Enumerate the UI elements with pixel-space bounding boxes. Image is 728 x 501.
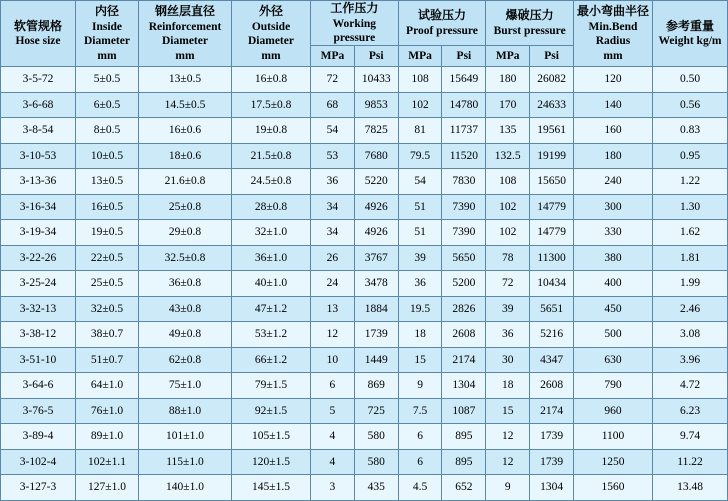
cell-weight: 4.72 bbox=[653, 373, 728, 399]
cell-working-mpa: 6 bbox=[311, 373, 355, 399]
cell-inside-diameter: 5±0.5 bbox=[76, 67, 139, 93]
table-row bbox=[1, 118, 728, 144]
cell-proof-mpa: 39 bbox=[398, 245, 442, 271]
cell-outside-diameter: 24.5±0.8 bbox=[232, 169, 311, 195]
cell-proof-mpa: 81 bbox=[398, 118, 442, 144]
cell-working-psi: 3767 bbox=[354, 245, 398, 271]
cell-outside-diameter: 17.5±0.8 bbox=[232, 92, 311, 118]
cell-outside-diameter: 19±0.8 bbox=[232, 118, 311, 144]
header-inside-diameter-cn: 内径 bbox=[94, 4, 119, 19]
cell-weight: 1.99 bbox=[653, 271, 728, 297]
cell-burst-psi: 14779 bbox=[530, 194, 574, 220]
cell-weight: 1.81 bbox=[653, 245, 728, 271]
cell-working-psi: 3478 bbox=[354, 271, 398, 297]
cell-proof-psi: 895 bbox=[442, 424, 486, 450]
cell-proof-mpa: 19.5 bbox=[398, 296, 442, 322]
cell-reinforcement-diameter: 140±1.0 bbox=[139, 475, 232, 501]
cell-inside-diameter: 13±0.5 bbox=[76, 169, 139, 195]
cell-min-bend-radius: 630 bbox=[574, 347, 653, 373]
cell-min-bend-radius: 1250 bbox=[574, 449, 653, 475]
header-outside-diameter-cn: 外径 bbox=[258, 4, 283, 19]
header-working-pressure-en: Working pressure bbox=[332, 17, 377, 44]
header-min-bend-radius-cn: 最小弯曲半径 bbox=[576, 4, 649, 19]
header-burst-pressure-cn: 爆破压力 bbox=[505, 8, 554, 23]
cell-reinforcement-diameter: 88±1.0 bbox=[139, 398, 232, 424]
cell-working-mpa: 4 bbox=[311, 424, 355, 450]
cell-min-bend-radius: 160 bbox=[574, 118, 653, 144]
cell-burst-psi: 19561 bbox=[530, 118, 574, 144]
cell-min-bend-radius: 330 bbox=[574, 220, 653, 246]
cell-reinforcement-diameter: 49±0.8 bbox=[139, 322, 232, 348]
cell-burst-mpa: 9 bbox=[486, 475, 530, 501]
cell-proof-mpa: 79.5 bbox=[398, 143, 442, 169]
cell-hose-size: 3-76-5 bbox=[1, 398, 76, 424]
cell-working-mpa: 68 bbox=[311, 92, 355, 118]
cell-hose-size: 3-89-4 bbox=[1, 424, 76, 450]
cell-burst-mpa: 135 bbox=[486, 118, 530, 144]
header-proof-mpa: MPa bbox=[398, 46, 442, 67]
cell-proof-mpa: 102 bbox=[398, 92, 442, 118]
cell-outside-diameter: 16±0.8 bbox=[232, 67, 311, 93]
cell-hose-size: 3-10-53 bbox=[1, 143, 76, 169]
cell-min-bend-radius: 1560 bbox=[574, 475, 653, 501]
cell-min-bend-radius: 240 bbox=[574, 169, 653, 195]
cell-proof-mpa: 6 bbox=[398, 449, 442, 475]
cell-outside-diameter: 105±1.5 bbox=[232, 424, 311, 450]
cell-burst-mpa: 18 bbox=[486, 373, 530, 399]
table-row bbox=[1, 347, 728, 373]
header-inside-diameter-en: Inside Diameter bbox=[84, 20, 130, 48]
cell-hose-size: 3-127-3 bbox=[1, 475, 76, 501]
cell-proof-mpa: 15 bbox=[398, 347, 442, 373]
cell-burst-mpa: 12 bbox=[486, 449, 530, 475]
header-hose-size-cn: 软管规格 bbox=[13, 18, 62, 33]
cell-working-psi: 4926 bbox=[354, 220, 398, 246]
header-hose-size bbox=[1, 1, 76, 67]
table-row bbox=[1, 67, 728, 93]
cell-working-mpa: 4 bbox=[311, 449, 355, 475]
cell-burst-psi: 2174 bbox=[530, 398, 574, 424]
cell-burst-psi: 4347 bbox=[530, 347, 574, 373]
cell-weight: 9.74 bbox=[653, 424, 728, 450]
cell-working-psi: 7825 bbox=[354, 118, 398, 144]
cell-burst-mpa: 170 bbox=[486, 92, 530, 118]
cell-burst-psi: 24633 bbox=[530, 92, 574, 118]
cell-burst-mpa: 102 bbox=[486, 220, 530, 246]
cell-reinforcement-diameter: 21.6±0.8 bbox=[139, 169, 232, 195]
cell-outside-diameter: 28±0.8 bbox=[232, 194, 311, 220]
cell-proof-mpa: 108 bbox=[398, 67, 442, 93]
cell-weight: 13.48 bbox=[653, 475, 728, 501]
cell-reinforcement-diameter: 32.5±0.8 bbox=[139, 245, 232, 271]
cell-hose-size: 3-16-34 bbox=[1, 194, 76, 220]
cell-hose-size: 3-19-34 bbox=[1, 220, 76, 246]
header-hose-size-en: Hose size bbox=[15, 35, 61, 48]
cell-proof-psi: 5200 bbox=[442, 271, 486, 297]
cell-proof-psi: 1087 bbox=[442, 398, 486, 424]
cell-min-bend-radius: 960 bbox=[574, 398, 653, 424]
cell-working-psi: 725 bbox=[354, 398, 398, 424]
header-burst-mpa: MPa bbox=[486, 46, 530, 67]
cell-working-mpa: 3 bbox=[311, 475, 355, 501]
cell-working-psi: 580 bbox=[354, 449, 398, 475]
cell-burst-psi: 1739 bbox=[530, 449, 574, 475]
header-burst-pressure bbox=[486, 1, 574, 46]
header-reinforcement-diameter bbox=[139, 1, 232, 67]
header-inside-diameter bbox=[76, 1, 139, 67]
cell-burst-psi: 1739 bbox=[530, 424, 574, 450]
header-working-pressure bbox=[311, 1, 399, 46]
cell-proof-mpa: 51 bbox=[398, 194, 442, 220]
table-row bbox=[1, 398, 728, 424]
header-proof-psi: Psi bbox=[442, 46, 486, 67]
cell-proof-mpa: 7.5 bbox=[398, 398, 442, 424]
cell-outside-diameter: 92±1.5 bbox=[232, 398, 311, 424]
cell-reinforcement-diameter: 13±0.5 bbox=[139, 67, 232, 93]
table-row bbox=[1, 143, 728, 169]
table-row bbox=[1, 373, 728, 399]
cell-proof-psi: 11520 bbox=[442, 143, 486, 169]
cell-inside-diameter: 76±1.0 bbox=[76, 398, 139, 424]
cell-burst-mpa: 39 bbox=[486, 296, 530, 322]
header-reinforcement-diameter-cn: 钢丝层直径 bbox=[154, 4, 215, 19]
cell-burst-psi: 2608 bbox=[530, 373, 574, 399]
cell-inside-diameter: 19±0.5 bbox=[76, 220, 139, 246]
header-weight bbox=[653, 1, 728, 67]
cell-burst-mpa: 12 bbox=[486, 424, 530, 450]
header-weight-en: Weight kg/m bbox=[658, 35, 722, 48]
cell-weight: 11.22 bbox=[653, 449, 728, 475]
cell-inside-diameter: 89±1.0 bbox=[76, 424, 139, 450]
cell-weight: 6.23 bbox=[653, 398, 728, 424]
cell-inside-diameter: 25±0.5 bbox=[76, 271, 139, 297]
header-proof-pressure-en: Proof pressure bbox=[406, 24, 478, 37]
cell-outside-diameter: 66±1.2 bbox=[232, 347, 311, 373]
cell-weight: 1.22 bbox=[653, 169, 728, 195]
header-working-pressure-cn: 工作压力 bbox=[330, 1, 379, 15]
cell-proof-psi: 2608 bbox=[442, 322, 486, 348]
cell-proof-psi: 7830 bbox=[442, 169, 486, 195]
cell-working-mpa: 12 bbox=[311, 322, 355, 348]
cell-hose-size: 3-51-10 bbox=[1, 347, 76, 373]
cell-weight: 3.08 bbox=[653, 322, 728, 348]
cell-burst-mpa: 180 bbox=[486, 67, 530, 93]
cell-proof-mpa: 6 bbox=[398, 424, 442, 450]
cell-burst-psi: 5651 bbox=[530, 296, 574, 322]
cell-weight: 1.30 bbox=[653, 194, 728, 220]
cell-working-mpa: 10 bbox=[311, 347, 355, 373]
cell-burst-mpa: 36 bbox=[486, 322, 530, 348]
table-row bbox=[1, 449, 728, 475]
cell-reinforcement-diameter: 101±1.0 bbox=[139, 424, 232, 450]
cell-outside-diameter: 21.5±0.8 bbox=[232, 143, 311, 169]
cell-proof-psi: 14780 bbox=[442, 92, 486, 118]
header-working-mpa: MPa bbox=[311, 46, 355, 67]
cell-working-mpa: 72 bbox=[311, 67, 355, 93]
cell-weight: 0.50 bbox=[653, 67, 728, 93]
cell-min-bend-radius: 1100 bbox=[574, 424, 653, 450]
cell-burst-psi: 19199 bbox=[530, 143, 574, 169]
cell-inside-diameter: 127±1.0 bbox=[76, 475, 139, 501]
cell-min-bend-radius: 450 bbox=[574, 296, 653, 322]
cell-working-mpa: 34 bbox=[311, 220, 355, 246]
cell-working-psi: 1449 bbox=[354, 347, 398, 373]
cell-outside-diameter: 40±1.0 bbox=[232, 271, 311, 297]
table-row bbox=[1, 245, 728, 271]
header-burst-psi: Psi bbox=[530, 46, 574, 67]
header-min-bend-radius-unit: mm bbox=[603, 49, 623, 62]
cell-weight: 0.83 bbox=[653, 118, 728, 144]
cell-proof-psi: 2826 bbox=[442, 296, 486, 322]
cell-min-bend-radius: 500 bbox=[574, 322, 653, 348]
table-row bbox=[1, 424, 728, 450]
cell-hose-size: 3-13-36 bbox=[1, 169, 76, 195]
cell-outside-diameter: 53±1.2 bbox=[232, 322, 311, 348]
header-outside-diameter-en: Outside Diameter bbox=[248, 20, 294, 48]
table-body bbox=[1, 67, 728, 501]
cell-working-psi: 869 bbox=[354, 373, 398, 399]
cell-working-mpa: 36 bbox=[311, 169, 355, 195]
table-row bbox=[1, 322, 728, 348]
header-row-main bbox=[1, 1, 728, 46]
cell-outside-diameter: 32±1.0 bbox=[232, 220, 311, 246]
cell-proof-psi: 7390 bbox=[442, 220, 486, 246]
table-row bbox=[1, 271, 728, 297]
cell-proof-psi: 11737 bbox=[442, 118, 486, 144]
cell-working-psi: 10433 bbox=[354, 67, 398, 93]
cell-reinforcement-diameter: 25±0.8 bbox=[139, 194, 232, 220]
cell-proof-psi: 7390 bbox=[442, 194, 486, 220]
cell-outside-diameter: 145±1.5 bbox=[232, 475, 311, 501]
header-burst-pressure-en: Burst pressure bbox=[493, 24, 566, 37]
header-outside-diameter bbox=[232, 1, 311, 67]
header-min-bend-radius bbox=[574, 1, 653, 67]
cell-outside-diameter: 36±1.0 bbox=[232, 245, 311, 271]
cell-reinforcement-diameter: 16±0.6 bbox=[139, 118, 232, 144]
cell-min-bend-radius: 140 bbox=[574, 92, 653, 118]
cell-working-psi: 435 bbox=[354, 475, 398, 501]
cell-burst-psi: 10434 bbox=[530, 271, 574, 297]
cell-proof-mpa: 36 bbox=[398, 271, 442, 297]
cell-burst-psi: 26082 bbox=[530, 67, 574, 93]
table-row bbox=[1, 296, 728, 322]
cell-reinforcement-diameter: 62±0.8 bbox=[139, 347, 232, 373]
cell-working-mpa: 26 bbox=[311, 245, 355, 271]
header-reinforcement-diameter-en: Reinforcement Diameter bbox=[148, 20, 222, 48]
table-row bbox=[1, 194, 728, 220]
cell-min-bend-radius: 300 bbox=[574, 194, 653, 220]
cell-burst-psi: 11300 bbox=[530, 245, 574, 271]
cell-hose-size: 3-102-4 bbox=[1, 449, 76, 475]
cell-hose-size: 3-64-6 bbox=[1, 373, 76, 399]
cell-weight: 2.46 bbox=[653, 296, 728, 322]
cell-weight: 3.96 bbox=[653, 347, 728, 373]
cell-working-mpa: 24 bbox=[311, 271, 355, 297]
cell-min-bend-radius: 180 bbox=[574, 143, 653, 169]
cell-reinforcement-diameter: 29±0.8 bbox=[139, 220, 232, 246]
cell-min-bend-radius: 380 bbox=[574, 245, 653, 271]
cell-outside-diameter: 120±1.5 bbox=[232, 449, 311, 475]
cell-burst-psi: 1304 bbox=[530, 475, 574, 501]
cell-reinforcement-diameter: 36±0.8 bbox=[139, 271, 232, 297]
cell-inside-diameter: 16±0.5 bbox=[76, 194, 139, 220]
cell-hose-size: 3-22-26 bbox=[1, 245, 76, 271]
cell-proof-mpa: 51 bbox=[398, 220, 442, 246]
cell-proof-mpa: 54 bbox=[398, 169, 442, 195]
cell-inside-diameter: 22±0.5 bbox=[76, 245, 139, 271]
header-weight-cn: 参考重量 bbox=[665, 18, 714, 33]
cell-hose-size: 3-8-54 bbox=[1, 118, 76, 144]
cell-working-psi: 9853 bbox=[354, 92, 398, 118]
cell-working-mpa: 34 bbox=[311, 194, 355, 220]
cell-proof-psi: 2174 bbox=[442, 347, 486, 373]
cell-outside-diameter: 79±1.5 bbox=[232, 373, 311, 399]
cell-working-mpa: 13 bbox=[311, 296, 355, 322]
cell-inside-diameter: 102±1.1 bbox=[76, 449, 139, 475]
cell-inside-diameter: 51±0.7 bbox=[76, 347, 139, 373]
cell-inside-diameter: 10±0.5 bbox=[76, 143, 139, 169]
cell-inside-diameter: 8±0.5 bbox=[76, 118, 139, 144]
cell-reinforcement-diameter: 43±0.8 bbox=[139, 296, 232, 322]
cell-inside-diameter: 38±0.7 bbox=[76, 322, 139, 348]
cell-proof-psi: 895 bbox=[442, 449, 486, 475]
cell-reinforcement-diameter: 18±0.6 bbox=[139, 143, 232, 169]
cell-hose-size: 3-38-12 bbox=[1, 322, 76, 348]
cell-burst-mpa: 102 bbox=[486, 194, 530, 220]
cell-hose-size: 3-32-13 bbox=[1, 296, 76, 322]
cell-burst-psi: 15650 bbox=[530, 169, 574, 195]
cell-min-bend-radius: 400 bbox=[574, 271, 653, 297]
cell-proof-mpa: 18 bbox=[398, 322, 442, 348]
header-working-psi: Psi bbox=[354, 46, 398, 67]
cell-burst-psi: 14779 bbox=[530, 220, 574, 246]
header-reinforcement-diameter-unit: mm bbox=[175, 49, 195, 62]
cell-inside-diameter: 32±0.5 bbox=[76, 296, 139, 322]
cell-proof-mpa: 4.5 bbox=[398, 475, 442, 501]
cell-working-psi: 1739 bbox=[354, 322, 398, 348]
cell-working-mpa: 5 bbox=[311, 398, 355, 424]
cell-hose-size: 3-6-68 bbox=[1, 92, 76, 118]
cell-inside-diameter: 64±1.0 bbox=[76, 373, 139, 399]
cell-burst-mpa: 15 bbox=[486, 398, 530, 424]
header-proof-pressure-cn: 试验压力 bbox=[417, 8, 466, 23]
cell-proof-psi: 5650 bbox=[442, 245, 486, 271]
cell-min-bend-radius: 120 bbox=[574, 67, 653, 93]
cell-working-psi: 5220 bbox=[354, 169, 398, 195]
cell-burst-mpa: 132.5 bbox=[486, 143, 530, 169]
cell-reinforcement-diameter: 115±1.0 bbox=[139, 449, 232, 475]
cell-burst-mpa: 72 bbox=[486, 271, 530, 297]
cell-working-psi: 580 bbox=[354, 424, 398, 450]
table-header bbox=[1, 1, 728, 67]
cell-min-bend-radius: 790 bbox=[574, 373, 653, 399]
cell-weight: 0.56 bbox=[653, 92, 728, 118]
header-inside-diameter-unit: mm bbox=[97, 49, 117, 62]
cell-reinforcement-diameter: 75±1.0 bbox=[139, 373, 232, 399]
cell-reinforcement-diameter: 14.5±0.5 bbox=[139, 92, 232, 118]
cell-working-psi: 7680 bbox=[354, 143, 398, 169]
cell-working-mpa: 54 bbox=[311, 118, 355, 144]
cell-weight: 0.95 bbox=[653, 143, 728, 169]
cell-burst-mpa: 30 bbox=[486, 347, 530, 373]
cell-working-mpa: 53 bbox=[311, 143, 355, 169]
cell-burst-mpa: 78 bbox=[486, 245, 530, 271]
table-row bbox=[1, 220, 728, 246]
cell-proof-psi: 15649 bbox=[442, 67, 486, 93]
cell-hose-size: 3-25-24 bbox=[1, 271, 76, 297]
cell-working-psi: 1884 bbox=[354, 296, 398, 322]
cell-working-psi: 4926 bbox=[354, 194, 398, 220]
cell-proof-psi: 1304 bbox=[442, 373, 486, 399]
cell-outside-diameter: 47±1.2 bbox=[232, 296, 311, 322]
cell-burst-psi: 5216 bbox=[530, 322, 574, 348]
cell-hose-size: 3-5-72 bbox=[1, 67, 76, 93]
table-row bbox=[1, 169, 728, 195]
table-row bbox=[1, 92, 728, 118]
cell-proof-psi: 652 bbox=[442, 475, 486, 501]
cell-proof-mpa: 9 bbox=[398, 373, 442, 399]
header-min-bend-radius-en: Min.Bend Radius bbox=[588, 20, 638, 48]
cell-inside-diameter: 6±0.5 bbox=[76, 92, 139, 118]
cell-burst-mpa: 108 bbox=[486, 169, 530, 195]
header-outside-diameter-unit: mm bbox=[261, 49, 281, 62]
cell-weight: 1.62 bbox=[653, 220, 728, 246]
table-row bbox=[1, 475, 728, 501]
header-proof-pressure bbox=[398, 1, 486, 46]
